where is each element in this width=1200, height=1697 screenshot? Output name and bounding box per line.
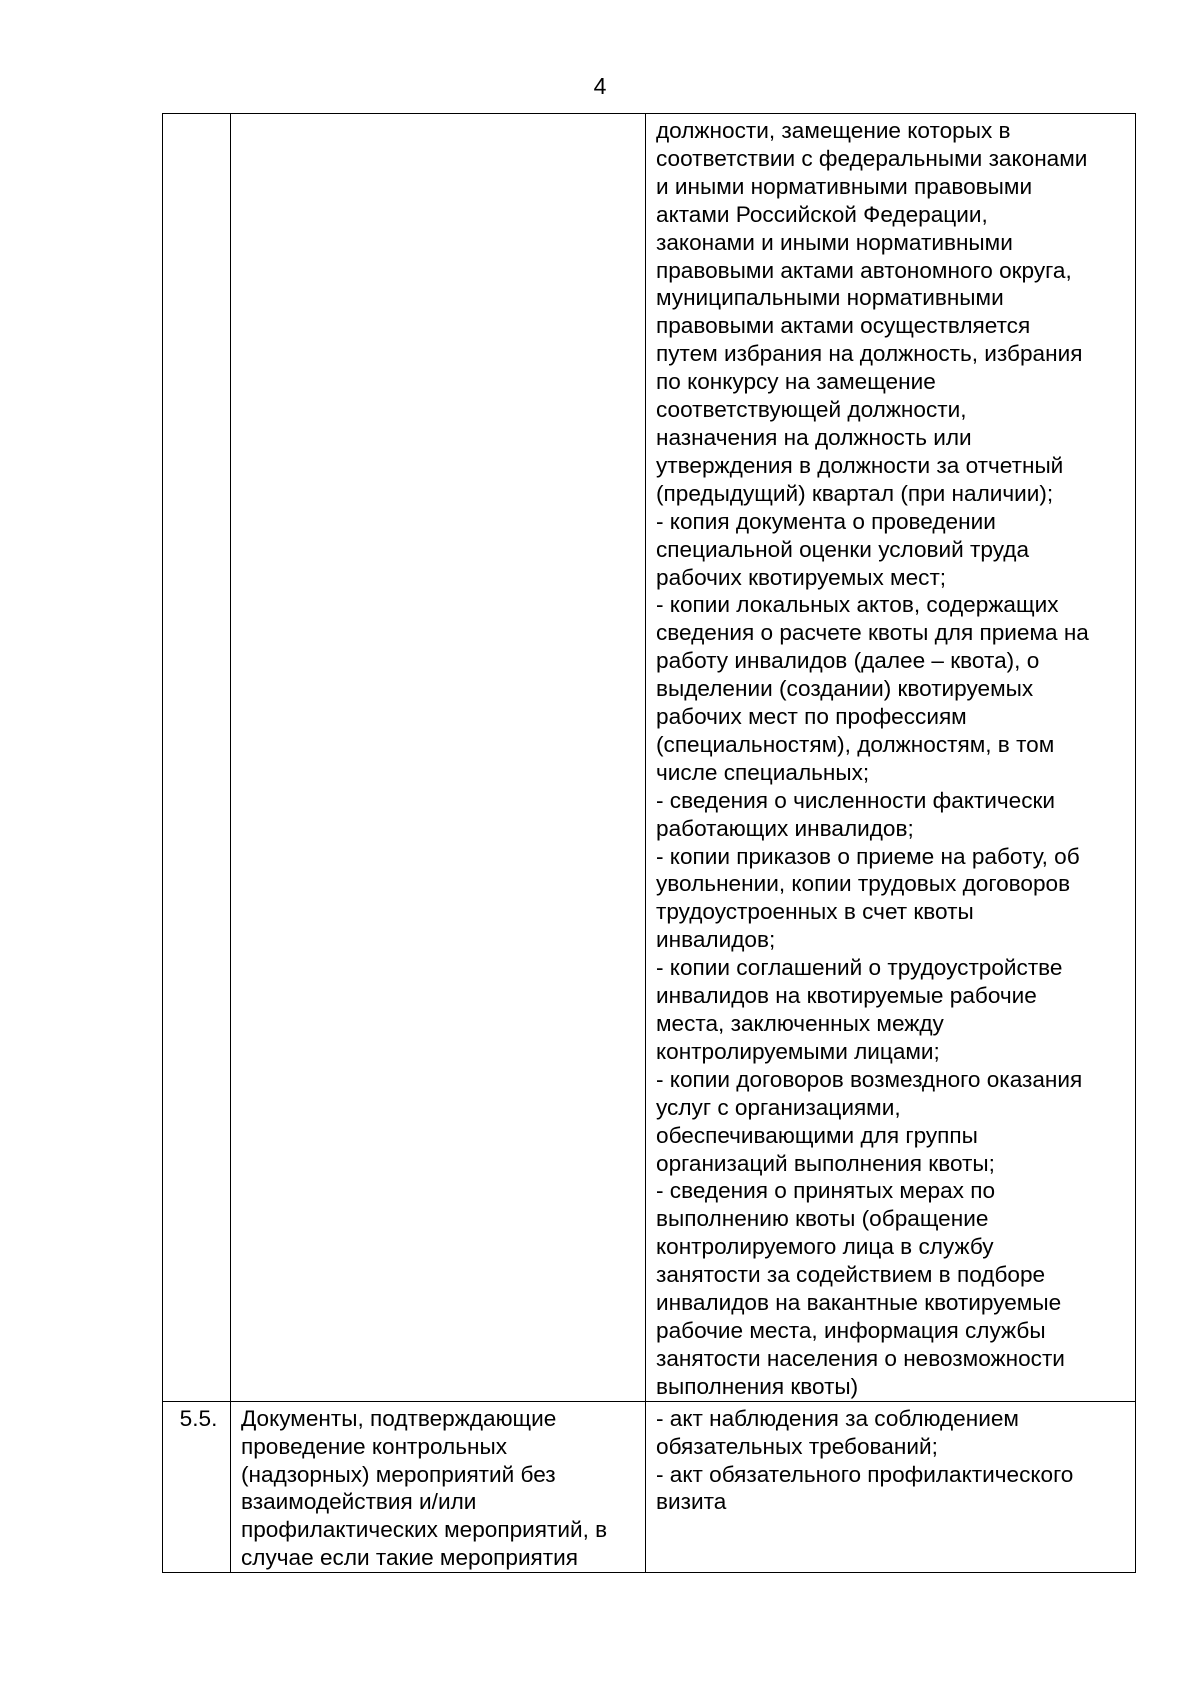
document-list-line: обеспечивающими для группы [656, 1122, 978, 1148]
document-list-line: - сведения о принятых мерах по [656, 1178, 996, 1204]
document-list-line: занятости за содействием в подборе [656, 1262, 1046, 1288]
document-list-line: увольнении, копии трудовых договоров [656, 871, 1071, 897]
document-list-line: контролируемыми лицами; [656, 1038, 940, 1064]
document-list-line: правовыми актами автономного округа, [656, 257, 1072, 283]
document-list-line: - копия документа о проведении [656, 508, 996, 534]
row-number-cell: 5.5. [163, 1401, 231, 1572]
document-list-line: правовыми актами осуществляется [656, 313, 1031, 339]
document-list-line: по конкурсу на замещение [656, 369, 936, 395]
document-name-line: профилактических мероприятий, в [241, 1517, 608, 1543]
document-name-cell [231, 114, 646, 1402]
document-list-line: соответствующей должности, [656, 397, 967, 423]
table-row [163, 114, 1136, 1402]
document-list-line: инвалидов на квотируемые рабочие [656, 983, 1037, 1009]
document-list-line: - акт обязательного профилактического [656, 1461, 1074, 1487]
document-list-line: работу инвалидов (далее – квота), о [656, 648, 1040, 674]
document-name-line: случае если такие мероприятия [241, 1545, 578, 1571]
document-list-line: - копии локальных актов, содержащих [656, 592, 1059, 618]
document-list-line: и иными нормативными правовыми [656, 173, 1033, 199]
document-name-cell [231, 1401, 646, 1572]
document-list-line: - копии соглашений о трудоустройстве [656, 955, 1063, 981]
document-list-line: путем избрания на должность, избрания [656, 341, 1083, 367]
document-list-line: услуг с организациями, [656, 1094, 901, 1120]
document-list-line: инвалидов; [656, 927, 776, 953]
table-row [163, 1401, 1136, 1572]
document-name-line: проведение контрольных [241, 1433, 508, 1459]
document-list-line: работающих инвалидов; [656, 815, 914, 841]
document-list-line: трудоустроенных в счет квоты [656, 899, 974, 925]
document-name-line: взаимодействия и/или [241, 1489, 477, 1515]
document-list-line: муниципальными нормативными [656, 285, 1004, 311]
document-list-line: (предыдущий) квартал (при наличии); [656, 480, 1054, 506]
document-list-line: специальной оценки условий труда [656, 536, 1030, 562]
document-list-line: обязательных требований; [656, 1433, 938, 1459]
document-list-line: числе специальных; [656, 759, 870, 785]
document-list-line: сведения о расчете квоты для приема на [656, 620, 1089, 646]
document-list-line: соответствии с федеральными законами [656, 145, 1088, 171]
document-list-line: инвалидов на вакантные квотируемые [656, 1290, 1062, 1316]
document-list-line: организаций выполнения квоты; [656, 1150, 995, 1176]
requirements-table [162, 113, 1136, 1573]
document-list-line: контролируемого лица в службу [656, 1234, 994, 1260]
document-list-line: рабочих мест по профессиям [656, 704, 967, 730]
document-list-line: визита [656, 1489, 727, 1515]
document-list-line: выполнения квоты) [656, 1373, 859, 1399]
document-name-line: Документы, подтверждающие [241, 1405, 557, 1431]
document-list-line: - копии приказов о приеме на работу, об [656, 843, 1080, 869]
page-number: 4 [593, 73, 607, 99]
document-list-line: назначения на должность или [656, 424, 972, 450]
document-list-line: места, заключенных между [656, 1011, 944, 1036]
document-list-line: выполнению квоты (обращение [656, 1206, 989, 1232]
document-list-line: - сведения о численности фактически [656, 787, 1056, 813]
document-list-line: утверждения в должности за отчетный [656, 452, 1064, 478]
document-list-line: занятости населения о невозможности [656, 1345, 1065, 1371]
document-list-line: должности, замещение которых в [656, 118, 1011, 143]
document-name-line: (надзорных) мероприятий без [241, 1461, 556, 1487]
row-number-cell [163, 114, 231, 1402]
document-list-line: выделении (создании) квотируемых [656, 676, 1034, 702]
document-list-line: - акт наблюдения за соблюдением [656, 1405, 1019, 1431]
document-list-line: актами Российской Федерации, [656, 201, 988, 227]
document-list-line: законами и иными нормативными [656, 229, 1013, 255]
document-list-line: (специальностям), должностям, в том [656, 731, 1055, 757]
document-list-line: - копии договоров возмездного оказания [656, 1066, 1083, 1092]
document-list-line: рабочие места, информация службы [656, 1317, 1046, 1343]
document-list-cell [646, 1401, 1136, 1572]
document-list-cell [646, 114, 1136, 1402]
document-list-line: рабочих квотируемых мест; [656, 564, 947, 590]
